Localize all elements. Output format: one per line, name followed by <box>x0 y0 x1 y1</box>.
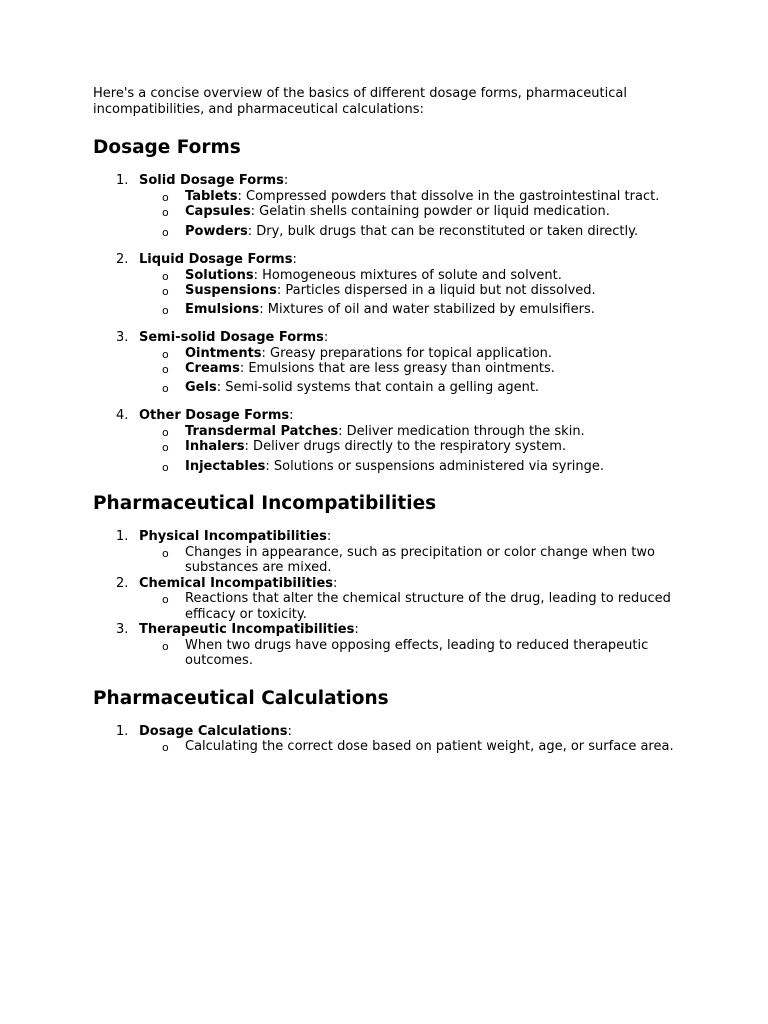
item-number: 3. <box>116 622 129 637</box>
sub-list-item: o Ointments: Greasy preparations for topical application. <box>162 345 553 361</box>
calculations-list <box>93 724 683 755</box>
section-title-calculations: Pharmaceutical Calculations <box>93 687 389 709</box>
list-item: 3. Therapeutic Incompatibilities: o When two drugs have opposing effects, leading to reduced therapeutic outcomes. <box>93 622 683 669</box>
sub-list-item: o Changes in appearance, such as precipitation or color change when two substances are mixed. <box>162 544 655 575</box>
sub-list-item: o Tablets: Compressed powders that dissolve in the gastrointestinal tract. <box>162 188 660 204</box>
item-number: 1. <box>116 529 129 544</box>
sub-list <box>139 346 683 396</box>
bullet-icon: o <box>162 741 169 754</box>
bullet-icon: o <box>162 441 169 454</box>
list-item: 1. Physical Incompatibilities: o Changes in appearance, such as precipitation or color change when two substances are mixed. <box>93 529 683 576</box>
sub-list <box>139 268 683 318</box>
bullet-icon: o <box>162 639 169 653</box>
item-number: 2. <box>116 252 129 267</box>
sub-list-item: o Suspensions: Particles dispersed in a liquid but not dissolved. <box>162 283 596 298</box>
incompatibilities-list <box>93 529 683 669</box>
sub-list-item: o Emulsions: Mixtures of oil and water stabilized by emulsifiers. <box>162 301 595 317</box>
bullet-icon: o <box>162 303 169 317</box>
bullet-icon: o <box>162 225 169 239</box>
list-item: 2. Liquid Dosage Forms: o Solutions: Homogeneous mixtures of solute and solvent. o Suspensions: Particles dispersed in a liquid but not dissolved. o Emulsions: Mixtures of oil and water stabilized by emulsifiers. <box>93 252 683 317</box>
sub-list <box>139 591 683 622</box>
sub-list <box>139 739 683 755</box>
bullet-icon: o <box>162 269 169 283</box>
bullet-icon: o <box>162 546 169 560</box>
bullet-icon: o <box>162 593 169 606</box>
bullet-icon: o <box>162 285 169 298</box>
document-page <box>93 86 683 755</box>
bullet-icon: o <box>162 460 169 474</box>
sub-list <box>139 545 683 576</box>
list-item: 1. Dosage Calculations: o Calculating the correct dose based on patient weight, age, or surface area. <box>93 724 683 755</box>
list-item: 1. Solid Dosage Forms: o Tablets: Compressed powders that dissolve in the gastrointestinal tract. o Capsules: Gelatin shells containing powder or liquid medication. o Powders: Dry, bulk drugs that can be reconstituted or taken directly. <box>93 173 683 239</box>
sub-list-item: o Capsules: Gelatin shells containing powder or liquid medication. <box>162 204 610 219</box>
bullet-icon: o <box>162 363 169 376</box>
sub-list-item: o Reactions that alter the chemical structure of the drug, leading to reduced efficacy or toxicity. <box>162 591 671 622</box>
item-label: Liquid Dosage Forms <box>139 252 293 267</box>
item-label: Therapeutic Incompatibilities <box>139 622 355 637</box>
bullet-icon: o <box>162 206 169 219</box>
sub-list-item: o Calculating the correct dose based on patient weight, age, or surface area. <box>162 739 674 754</box>
sub-list-item: o Inhalers: Deliver drugs directly to the respiratory system. <box>162 439 567 454</box>
item-label: Semi-solid Dosage Forms <box>139 330 324 345</box>
sub-list-item: o Creams: Emulsions that are less greasy than ointments. <box>162 361 555 376</box>
bullet-icon: o <box>162 347 169 361</box>
item-number: 4. <box>116 408 129 423</box>
bullet-icon: o <box>162 381 169 395</box>
bullet-icon: o <box>162 425 169 439</box>
sub-list-item: o Transdermal Patches: Deliver medication through the skin. <box>162 423 585 439</box>
item-label: Dosage Calculations <box>139 723 288 739</box>
sub-list-item: o Solutions: Homogeneous mixtures of solute and solvent. <box>162 267 562 283</box>
intro-paragraph: Here's a concise overview of the basics of different dosage forms, pharmaceutical incompatibilities, and pharmaceutical calculations: <box>93 86 627 117</box>
list-item: 4. Other Dosage Forms: o Transdermal Patches: Deliver medication through the skin. o Inhalers: Deliver drugs directly to the respiratory system. o Injectables: Solutions or suspensions administered via syringe. <box>93 408 683 474</box>
dosage-forms-list <box>93 173 683 474</box>
sub-list <box>139 424 683 475</box>
section-title-incompatibilities: Pharmaceutical Incompatibilities <box>93 493 437 514</box>
item-label: Chemical Incompatibilities <box>139 575 333 591</box>
item-number: 3. <box>116 330 129 345</box>
bullet-icon: o <box>162 190 169 204</box>
sub-list <box>139 638 683 669</box>
item-number: 1. <box>116 723 129 739</box>
sub-list-item: o Powders: Dry, bulk drugs that can be reconstituted or taken directly. <box>162 223 639 239</box>
sub-list-item: o Injectables: Solutions or suspensions administered via syringe. <box>162 458 605 474</box>
list-item: 2. Chemical Incompatibilities: o Reactions that alter the chemical structure of the drug, leading to reduced efficacy or toxicity. <box>93 576 683 623</box>
sub-list-item: o Gels: Semi-solid systems that contain a gelling agent. <box>162 379 540 395</box>
list-item: 3. Semi-solid Dosage Forms: o Ointments: Greasy preparations for topical application. o Creams: Emulsions that are less greasy than ointments. o Gels: Semi-solid systems that contain a gelling agent. <box>93 330 683 395</box>
sub-list-item: o When two drugs have opposing effects, leading to reduced therapeutic outcomes. <box>162 637 649 668</box>
item-label: Solid Dosage Forms <box>139 173 284 188</box>
sub-list <box>139 189 683 240</box>
item-number: 2. <box>116 575 129 591</box>
item-number: 1. <box>116 173 129 188</box>
item-label: Other Dosage Forms <box>139 408 290 423</box>
item-label: Physical Incompatibilities <box>139 529 327 544</box>
section-title-dosage-forms: Dosage Forms <box>93 137 241 158</box>
